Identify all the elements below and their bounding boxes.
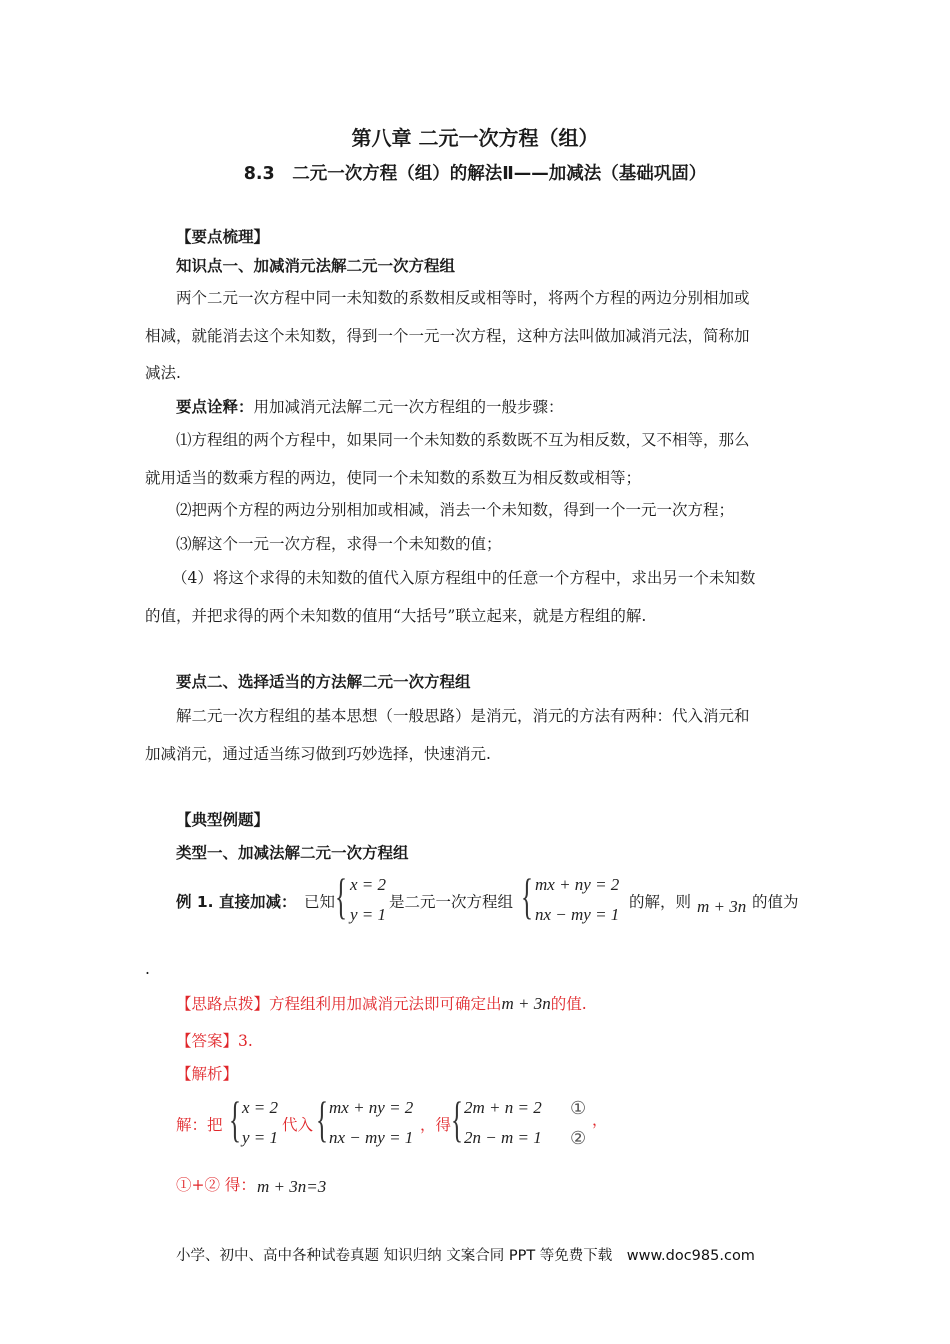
example1-known-text: 已知 [304, 893, 336, 911]
target-eq2: nx − my = 1 [329, 1128, 414, 1147]
answer-value: 3. [238, 1032, 253, 1050]
step-3: ⑶解这个一元一次方程，求得一个未知数的值； [176, 535, 502, 553]
type1-heading: 类型一、加减法解二元一次方程组 [176, 844, 409, 862]
solution-substitute: 代入 [282, 1116, 314, 1134]
analysis-label: 【解析】 [176, 1065, 239, 1083]
hint-label: 【思路点拨】 [176, 995, 270, 1013]
hint-line [176, 992, 587, 1014]
example1-expr: m + 3n [697, 897, 747, 916]
solution-get: ，得 [420, 1116, 452, 1134]
solution-prefix: 解：把 [176, 1116, 223, 1134]
answer-line [176, 1029, 253, 1051]
note-text: 用加减消元法解二元一次方程组的一般步骤： [253, 398, 564, 416]
section-keypoints-label: 【要点梳理】 [176, 228, 270, 246]
hint-tail: 的值. [550, 995, 587, 1013]
footer-text: 小学、初中、高中各种试卷真题 知识归纳 文案合同 PPT 等免费下载 www.doc985.com [176, 1248, 755, 1264]
hint-text: 方程组利用加减消元法即可确定出 [269, 995, 502, 1013]
note-label: 要点诠释： [176, 398, 254, 416]
answer-label: 【答案】 [176, 1032, 239, 1050]
system2-eq2: nx − my = 1 [535, 905, 620, 924]
system-brace: { [335, 868, 347, 924]
step-2: ⑵把两个方程的两边分别相加或相减，消去一个未知数，得到一个一元一次方程； [176, 501, 735, 519]
sub-eq2: y = 1 [242, 1128, 279, 1147]
kp1-line-3: 减法. [145, 364, 181, 382]
target-eq1: mx + ny = 2 [329, 1098, 414, 1117]
kp1-heading: 知识点一、加减消元法解二元一次方程组 [176, 257, 456, 275]
system-brace: { [451, 1091, 463, 1147]
step-4a: （4）将这个求得的未知数的值代入原方程组中的任意一个方程中，求出另一个未知数 [172, 569, 756, 587]
example1-value-text: 的值为 [752, 893, 799, 911]
system2-eq1: mx + ny = 2 [535, 875, 620, 894]
sub-eq1: x = 2 [242, 1098, 279, 1117]
page-subtitle: 8.3 二元一次方程（组）的解法Ⅱ——加减法（基础巩固） [243, 164, 707, 184]
step-4b: 的值，并把求得的两个未知数的值用“大括号”联立起来，就是方程组的解. [145, 607, 647, 625]
step-1b: 就用适当的数乘方程的两边，使同一个未知数的系数互为相反数或相等； [145, 469, 642, 487]
kp1-line-1: 两个二元一次方程中同一未知数的系数相反或相等时，将两个方程的两边分别相加或 [176, 289, 750, 307]
hint-expr: m + 3n [501, 994, 551, 1013]
system-brace: { [229, 1091, 241, 1147]
example1-sol-text: 的解，则 [629, 893, 692, 911]
sum-label: ①+② 得： [176, 1176, 256, 1194]
section-examples-label: 【典型例题】 [176, 811, 270, 829]
result-eq2: 2n − m = 1 [464, 1128, 542, 1147]
note-line [176, 395, 564, 417]
kp1-line-2: 相减，就能消去这个未知数，得到一个一元一次方程，这种方法叫做加减消元法，简称加 [145, 327, 750, 345]
circle-2-marker: ② [570, 1128, 587, 1149]
system-brace: { [316, 1091, 328, 1147]
example1-period: . [145, 960, 150, 978]
trailing-comma: ， [592, 1111, 608, 1129]
kp2-line-2: 加减消元，通过适当练习做到巧妙选择，快速消元. [145, 745, 491, 763]
system1-eq2: y = 1 [350, 905, 387, 924]
result-eq1: 2m + n = 2 [464, 1098, 542, 1117]
kp2-heading: 要点二、选择适当的方法解二元一次方程组 [176, 673, 471, 691]
system-brace: { [521, 868, 533, 924]
circle-1-marker: ① [570, 1098, 587, 1119]
page-title: 第八章 二元一次方程（组） [351, 126, 599, 150]
example1-label: 例 1. 直接加减： [176, 893, 297, 911]
sum-expr: m + 3n=3 [257, 1177, 327, 1196]
step-1a: ⑴方程组的两个方程中，如果同一个未知数的系数既不互为相反数，又不相等，那么 [176, 431, 750, 449]
system1-eq1: x = 2 [350, 875, 387, 894]
kp2-line-1: 解二元一次方程组的基本思想（一般思路）是消元，消元的方法有两种：代入消元和 [176, 707, 750, 725]
example1-is-text: 是二元一次方程组 [389, 893, 514, 911]
